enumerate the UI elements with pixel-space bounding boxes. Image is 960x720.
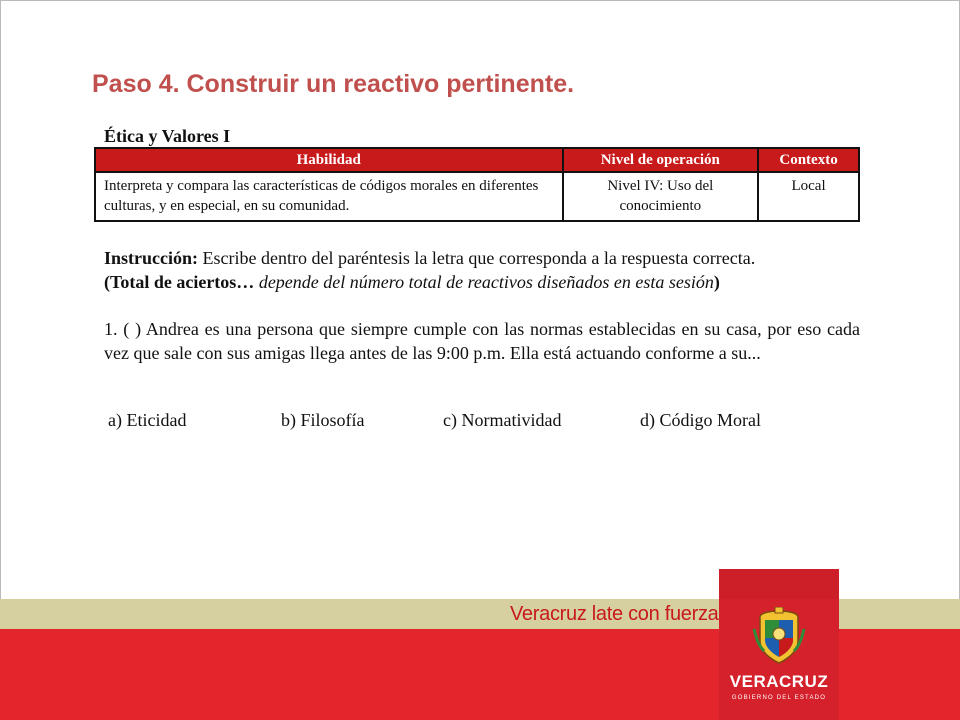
logo-text: VERACRUZ	[729, 672, 829, 691]
instruction-text: Escribe dentro del paréntesis la letra que corresponda a la respuesta correcta.	[198, 248, 756, 268]
total-label: (Total de aciertos…	[104, 272, 255, 292]
total-close: )	[713, 272, 720, 292]
footer-tagline: Veracruz late con fuerza	[510, 603, 719, 625]
logo-top-strip	[719, 569, 839, 599]
answer-options	[0, 410, 960, 436]
table-row	[95, 172, 859, 221]
logo-subtext: GOBIERNO DEL ESTADO	[731, 695, 827, 701]
option-d: d) Código Moral	[640, 410, 761, 430]
coat-of-arms-icon	[752, 607, 806, 667]
header-contexto: Contexto	[758, 148, 859, 172]
instruction-label: Instrucción:	[104, 248, 198, 268]
instruction-block	[104, 246, 860, 294]
cell-nivel: Nivel IV: Uso del conocimiento	[563, 172, 759, 221]
header-nivel-operacion: Nivel de operación	[563, 148, 759, 172]
header-habilidad: Habilidad	[95, 148, 563, 172]
slide-title: Paso 4. Construir un reactivo pertinente.	[92, 70, 575, 98]
veracruz-logo	[719, 569, 839, 720]
option-a: a) Eticidad	[108, 410, 187, 430]
total-note: depende del número total de reactivos diseñados en esta sesión	[254, 272, 714, 292]
cell-habilidad: Interpreta y compara las características de códigos morales en diferentes culturas, y en especial, en su comunidad.	[95, 172, 563, 221]
question-text: 1. ( ) Andrea es una persona que siempre cumple con las normas establecidas en su casa, por eso cada vez que sale con sus amigas llega antes de las 9:00 p.m. Ella está actuando conforme a su...	[104, 319, 860, 363]
subject-heading: Ética y Valores I	[104, 126, 231, 146]
option-b: b) Filosofía	[281, 410, 365, 430]
table-header-row	[95, 148, 859, 172]
skills-table	[94, 147, 860, 222]
cell-contexto: Local	[758, 172, 859, 221]
option-c: c) Normatividad	[443, 410, 562, 430]
